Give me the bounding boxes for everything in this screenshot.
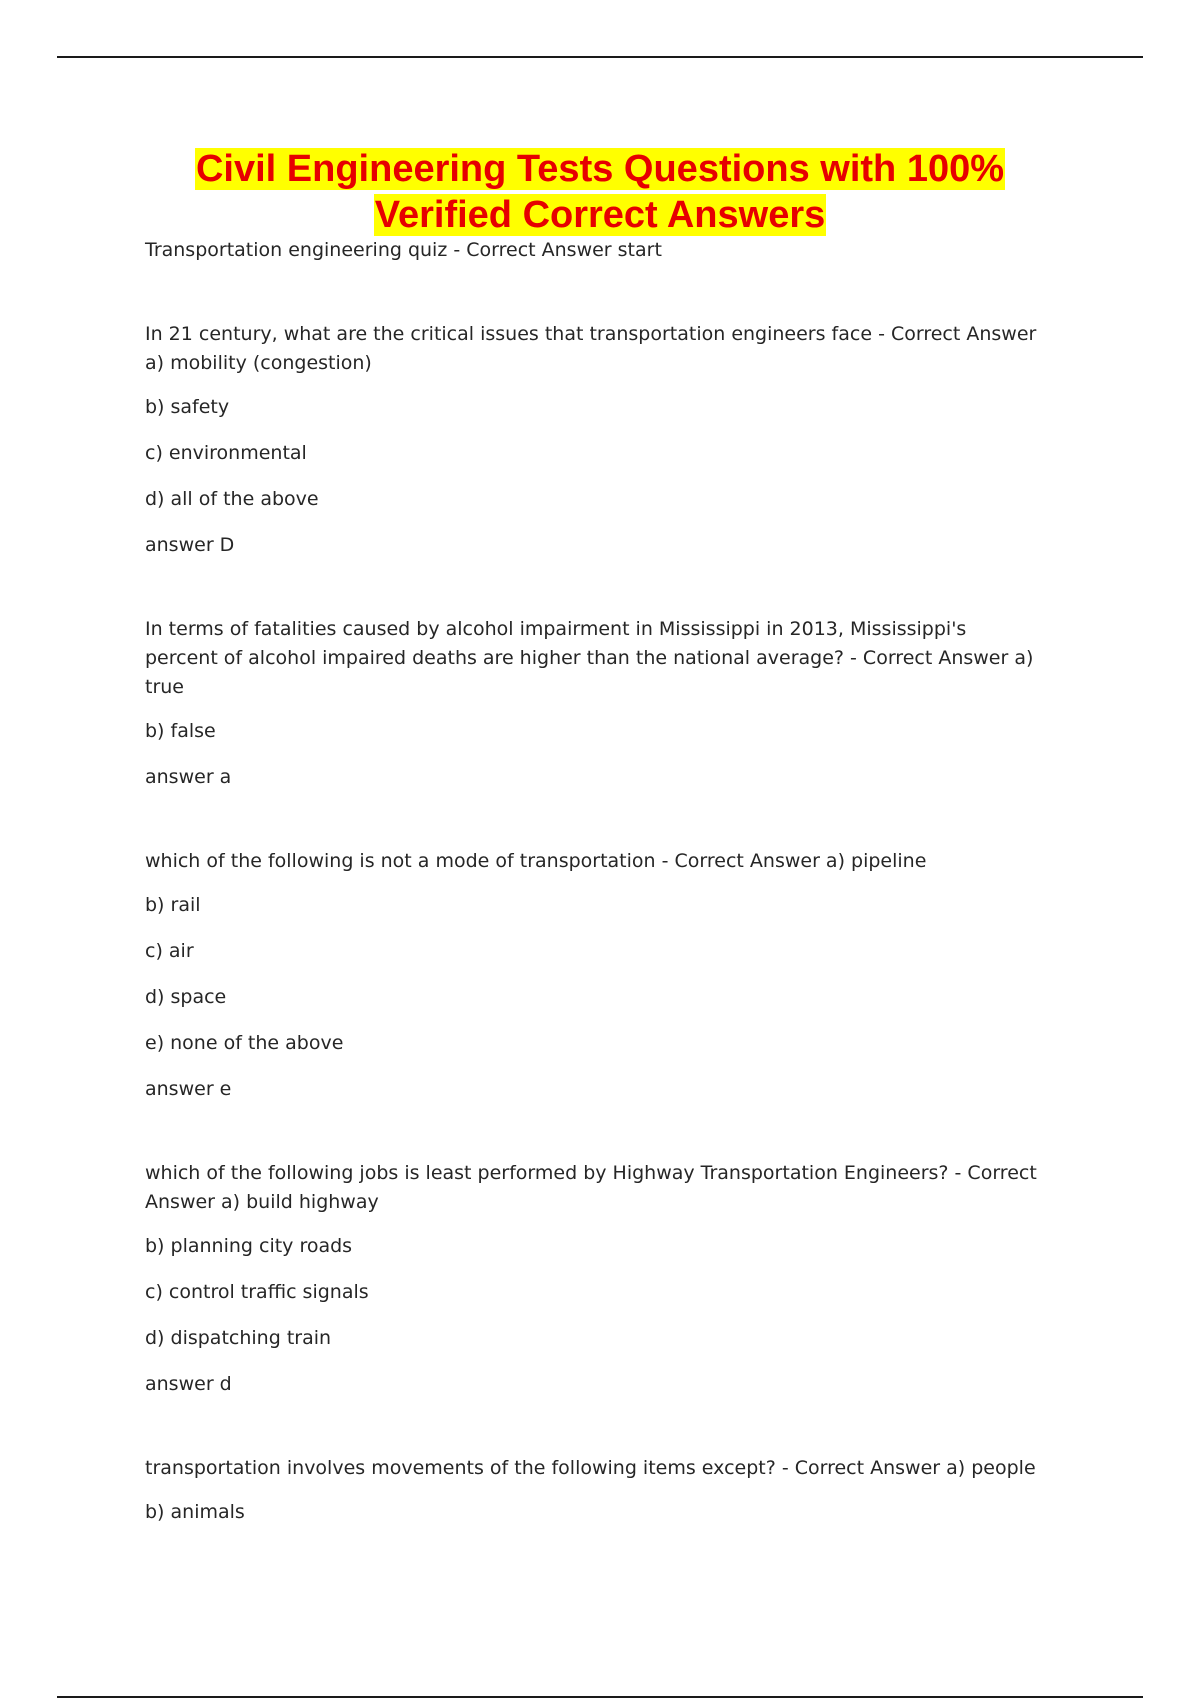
- footer-rule: [57, 1696, 1143, 1698]
- option-item: b) rail: [145, 894, 201, 916]
- question-block-5: [145, 1454, 1045, 1527]
- header-rule: [57, 56, 1143, 58]
- answer-text: answer D: [145, 534, 235, 556]
- answer-text: answer d: [145, 1373, 232, 1395]
- option-item: b) animals: [145, 1501, 245, 1523]
- option-item: b) false: [145, 720, 216, 742]
- option-item: e) none of the above: [145, 1032, 344, 1054]
- title-line-1: Civil Engineering Tests Questions with 100%: [195, 148, 1005, 190]
- question-text: which of the following is not a mode of transportation - Correct Answer a) pipeline: [145, 850, 927, 872]
- answer-text: answer a: [145, 766, 232, 788]
- question-block-3: [145, 847, 1045, 1104]
- question-text: In terms of fatalities caused by alcohol impairment in Mississippi in 2013, Mississippi's percent of alcohol impaired deaths are higher than the national average? - Correct Answer a) true: [145, 618, 1034, 698]
- question-block-1: [145, 320, 1045, 560]
- title-line-2: Verified Correct Answers: [374, 194, 826, 236]
- option-item: b) safety: [145, 396, 230, 418]
- option-item: c) control traffic signals: [145, 1281, 369, 1303]
- document-body: [145, 236, 1045, 1544]
- question-text: which of the following jobs is least performed by Highway Transportation Engineers? - Correct Answer a) build highway: [145, 1162, 1037, 1213]
- question-block-2: [145, 615, 1045, 792]
- answer-text: answer e: [145, 1078, 232, 1100]
- question-block-4: [145, 1159, 1045, 1399]
- document-title: [0, 146, 1200, 238]
- intro-text: Transportation engineering quiz - Correct Answer start: [145, 239, 662, 261]
- question-text: transportation involves movements of the following items except? - Correct Answer a) people: [145, 1457, 1036, 1479]
- option-item: b) planning city roads: [145, 1235, 353, 1257]
- option-item: c) air: [145, 940, 194, 962]
- option-item: c) environmental: [145, 442, 307, 464]
- option-item: d) space: [145, 986, 227, 1008]
- option-item: d) dispatching train: [145, 1327, 332, 1349]
- option-item: d) all of the above: [145, 488, 319, 510]
- question-text: In 21 century, what are the critical issues that transportation engineers face - Correct Answer a) mobility (congestion): [145, 323, 1037, 374]
